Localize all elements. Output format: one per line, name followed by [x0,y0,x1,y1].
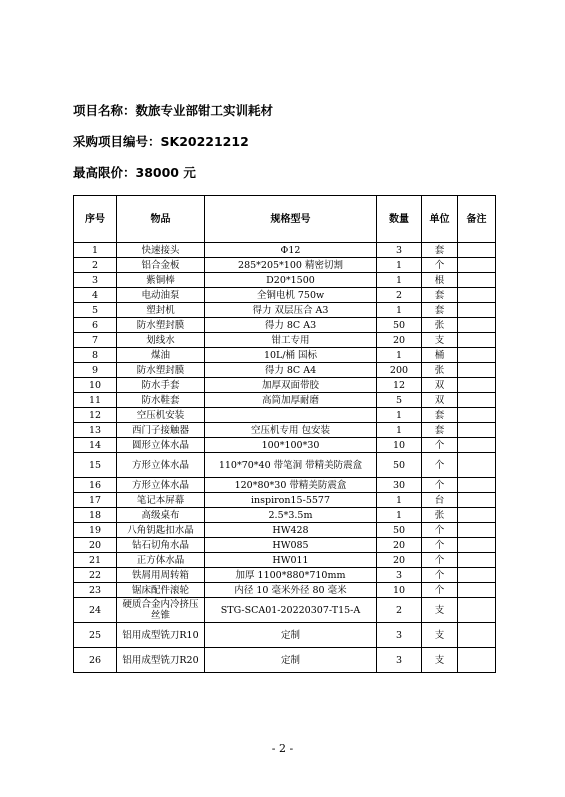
table-header-row [74,196,496,243]
cell-unit: 个 [422,583,458,598]
cell-index: 17 [74,493,117,508]
cell-quantity: 3 [377,568,422,583]
table-row [74,553,496,568]
cell-index: 18 [74,508,117,523]
cell-item: 锯床配件滚轮 [117,583,205,598]
cell-unit: 支 [422,623,458,648]
cell-index: 9 [74,363,117,378]
cell-spec: 120*80*30 带精美防震盒 [205,478,377,493]
cell-remark [458,333,496,348]
cell-index: 5 [74,303,117,318]
cell-quantity: 1 [377,408,422,423]
cell-spec: 钳工专用 [205,333,377,348]
cell-unit: 套 [422,243,458,258]
cell-spec: 285*205*100 精密切割 [205,258,377,273]
cell-spec: 高筒加厚耐磨 [205,393,377,408]
cell-spec: 100*100*30 [205,438,377,453]
cell-quantity: 12 [377,378,422,393]
cell-spec [205,408,377,423]
column-header-spec: 规格型号 [205,196,377,243]
table-row [74,333,496,348]
cell-item: 铝用成型铣刀R20 [117,648,205,673]
table-row [74,478,496,493]
table-row [74,568,496,583]
table-row [74,508,496,523]
cell-unit: 个 [422,478,458,493]
cell-remark [458,273,496,288]
cell-unit: 张 [422,508,458,523]
cell-spec: 2.5*3.5m [205,508,377,523]
cell-unit: 台 [422,493,458,508]
cell-quantity: 5 [377,393,422,408]
cell-quantity: 10 [377,438,422,453]
cell-item: 快速接头 [117,243,205,258]
cell-remark [458,303,496,318]
table-row [74,258,496,273]
column-header-quantity: 数量 [377,196,422,243]
cell-remark [458,568,496,583]
cell-quantity: 1 [377,493,422,508]
cell-index: 12 [74,408,117,423]
table-row [74,493,496,508]
cell-unit: 个 [422,553,458,568]
cell-spec: 内径 10 毫米外径 80 毫米 [205,583,377,598]
cell-spec: 得力 双层压合 A3 [205,303,377,318]
cell-quantity: 3 [377,623,422,648]
cell-index: 15 [74,453,117,478]
cell-quantity: 1 [377,508,422,523]
cell-item: 方形立体水晶 [117,453,205,478]
cell-item: 铁屑用周转箱 [117,568,205,583]
cell-index: 6 [74,318,117,333]
cell-unit: 双 [422,378,458,393]
table-row [74,318,496,333]
cell-remark [458,598,496,623]
cell-quantity: 1 [377,423,422,438]
cell-remark [458,553,496,568]
cell-item: 铝合金板 [117,258,205,273]
cell-quantity: 50 [377,523,422,538]
cell-item: 防水塑封膜 [117,318,205,333]
cell-item: 塑封机 [117,303,205,318]
table-row [74,303,496,318]
cell-spec: 110*70*40 带笔洞 带精美防震盒 [205,453,377,478]
cell-remark [458,348,496,363]
cell-remark [458,438,496,453]
cell-item: 钻石切角水晶 [117,538,205,553]
cell-index: 4 [74,288,117,303]
cell-unit: 套 [422,408,458,423]
table-row [74,583,496,598]
cell-quantity: 10 [377,583,422,598]
cell-unit: 桶 [422,348,458,363]
cell-index: 23 [74,583,117,598]
cell-index: 24 [74,598,117,623]
cell-unit: 张 [422,363,458,378]
cell-index: 26 [74,648,117,673]
cell-spec: inspiron15-5577 [205,493,377,508]
column-header-item: 物品 [117,196,205,243]
cell-index: 13 [74,423,117,438]
cell-index: 19 [74,523,117,538]
cell-unit: 套 [422,288,458,303]
cell-spec: 空压机专用 包安装 [205,423,377,438]
cell-quantity: 1 [377,258,422,273]
cell-unit: 个 [422,453,458,478]
table-row [74,348,496,363]
cell-unit: 个 [422,258,458,273]
cell-remark [458,648,496,673]
cell-remark [458,243,496,258]
cell-quantity: 1 [377,348,422,363]
cell-remark [458,583,496,598]
cell-quantity: 20 [377,553,422,568]
cell-index: 22 [74,568,117,583]
project-name: 项目名称：数旅专业部钳工实训耗材 [73,103,274,118]
max-price: 最高限价：38000 元 [73,165,196,180]
cell-spec: HW428 [205,523,377,538]
cell-spec: HW011 [205,553,377,568]
cell-index: 14 [74,438,117,453]
cell-remark [458,493,496,508]
cell-quantity: 50 [377,453,422,478]
cell-remark [458,523,496,538]
table-row [74,523,496,538]
table-row [74,288,496,303]
cell-index: 25 [74,623,117,648]
cell-remark [458,408,496,423]
cell-spec: 10L/桶 国标 [205,348,377,363]
cell-remark [458,378,496,393]
column-header-remark: 备注 [458,196,496,243]
table-row [74,243,496,258]
cell-remark [458,258,496,273]
cell-spec: 得力 8C A3 [205,318,377,333]
cell-index: 8 [74,348,117,363]
cell-quantity: 200 [377,363,422,378]
table-row [74,363,496,378]
cell-spec: HW085 [205,538,377,553]
cell-item: 方形立体水晶 [117,478,205,493]
cell-index: 21 [74,553,117,568]
cell-remark [458,623,496,648]
cell-spec: 定制 [205,648,377,673]
cell-item: 正方体水晶 [117,553,205,568]
table-row [74,453,496,478]
cell-index: 1 [74,243,117,258]
table-row [74,598,496,623]
cell-remark [458,538,496,553]
cell-unit: 支 [422,598,458,623]
cell-quantity: 30 [377,478,422,493]
cell-remark [458,288,496,303]
cell-unit: 套 [422,423,458,438]
cell-index: 10 [74,378,117,393]
table-row [74,648,496,673]
cell-remark [458,363,496,378]
cell-item: 铝用成型铣刀R10 [117,623,205,648]
cell-item: 高级桌布 [117,508,205,523]
table-row [74,423,496,438]
cell-index: 3 [74,273,117,288]
cell-item: 圆形立体水晶 [117,438,205,453]
table-row [74,538,496,553]
column-header-unit: 单位 [422,196,458,243]
cell-item: 八角钥匙扣水晶 [117,523,205,538]
column-header-index: 序号 [74,196,117,243]
cell-item: 西门子接触器 [117,423,205,438]
cell-spec: STG-SCA01-20220307-T15-A [205,598,377,623]
cell-unit: 支 [422,333,458,348]
cell-remark [458,423,496,438]
cell-spec: Φ12 [205,243,377,258]
cell-item: 笔记本屏幕 [117,493,205,508]
cell-index: 11 [74,393,117,408]
cell-unit: 张 [422,318,458,333]
cell-unit: 个 [422,523,458,538]
cell-unit: 套 [422,303,458,318]
project-code: 采购项目编号：SK20221212 [73,134,249,149]
cell-spec: 定制 [205,623,377,648]
cell-item: 防水手套 [117,378,205,393]
cell-spec: 得力 8C A4 [205,363,377,378]
cell-spec: 加厚双面带胶 [205,378,377,393]
cell-quantity: 1 [377,303,422,318]
table-row [74,438,496,453]
cell-quantity: 50 [377,318,422,333]
cell-unit: 双 [422,393,458,408]
cell-item: 电动油泵 [117,288,205,303]
cell-index: 2 [74,258,117,273]
cell-item: 紫铜棒 [117,273,205,288]
cell-index: 16 [74,478,117,493]
cell-unit: 支 [422,648,458,673]
cell-spec: 全铜电机 750w [205,288,377,303]
cell-quantity: 2 [377,288,422,303]
cell-remark [458,508,496,523]
cell-remark [458,393,496,408]
cell-unit: 根 [422,273,458,288]
page-number: - 2 - [271,742,294,755]
table-row [74,273,496,288]
cell-index: 20 [74,538,117,553]
table-row [74,623,496,648]
cell-item: 防水鞋套 [117,393,205,408]
table-row [74,378,496,393]
cell-quantity: 1 [377,273,422,288]
cell-remark [458,318,496,333]
cell-item: 空压机安装 [117,408,205,423]
cell-remark [458,478,496,493]
cell-unit: 个 [422,568,458,583]
cell-unit: 个 [422,438,458,453]
cell-index: 7 [74,333,117,348]
cell-item: 硬质合金内冷挤压丝锥 [117,598,205,623]
cell-quantity: 20 [377,538,422,553]
cell-quantity: 20 [377,333,422,348]
cell-spec: D20*1500 [205,273,377,288]
items-table [73,195,496,673]
cell-remark [458,453,496,478]
cell-item: 煤油 [117,348,205,363]
cell-item: 划线水 [117,333,205,348]
cell-unit: 个 [422,538,458,553]
cell-quantity: 3 [377,243,422,258]
table-row [74,393,496,408]
table-row [74,408,496,423]
cell-spec: 加厚 1100*880*710mm [205,568,377,583]
cell-item: 防水塑封膜 [117,363,205,378]
cell-quantity: 2 [377,598,422,623]
cell-quantity: 3 [377,648,422,673]
